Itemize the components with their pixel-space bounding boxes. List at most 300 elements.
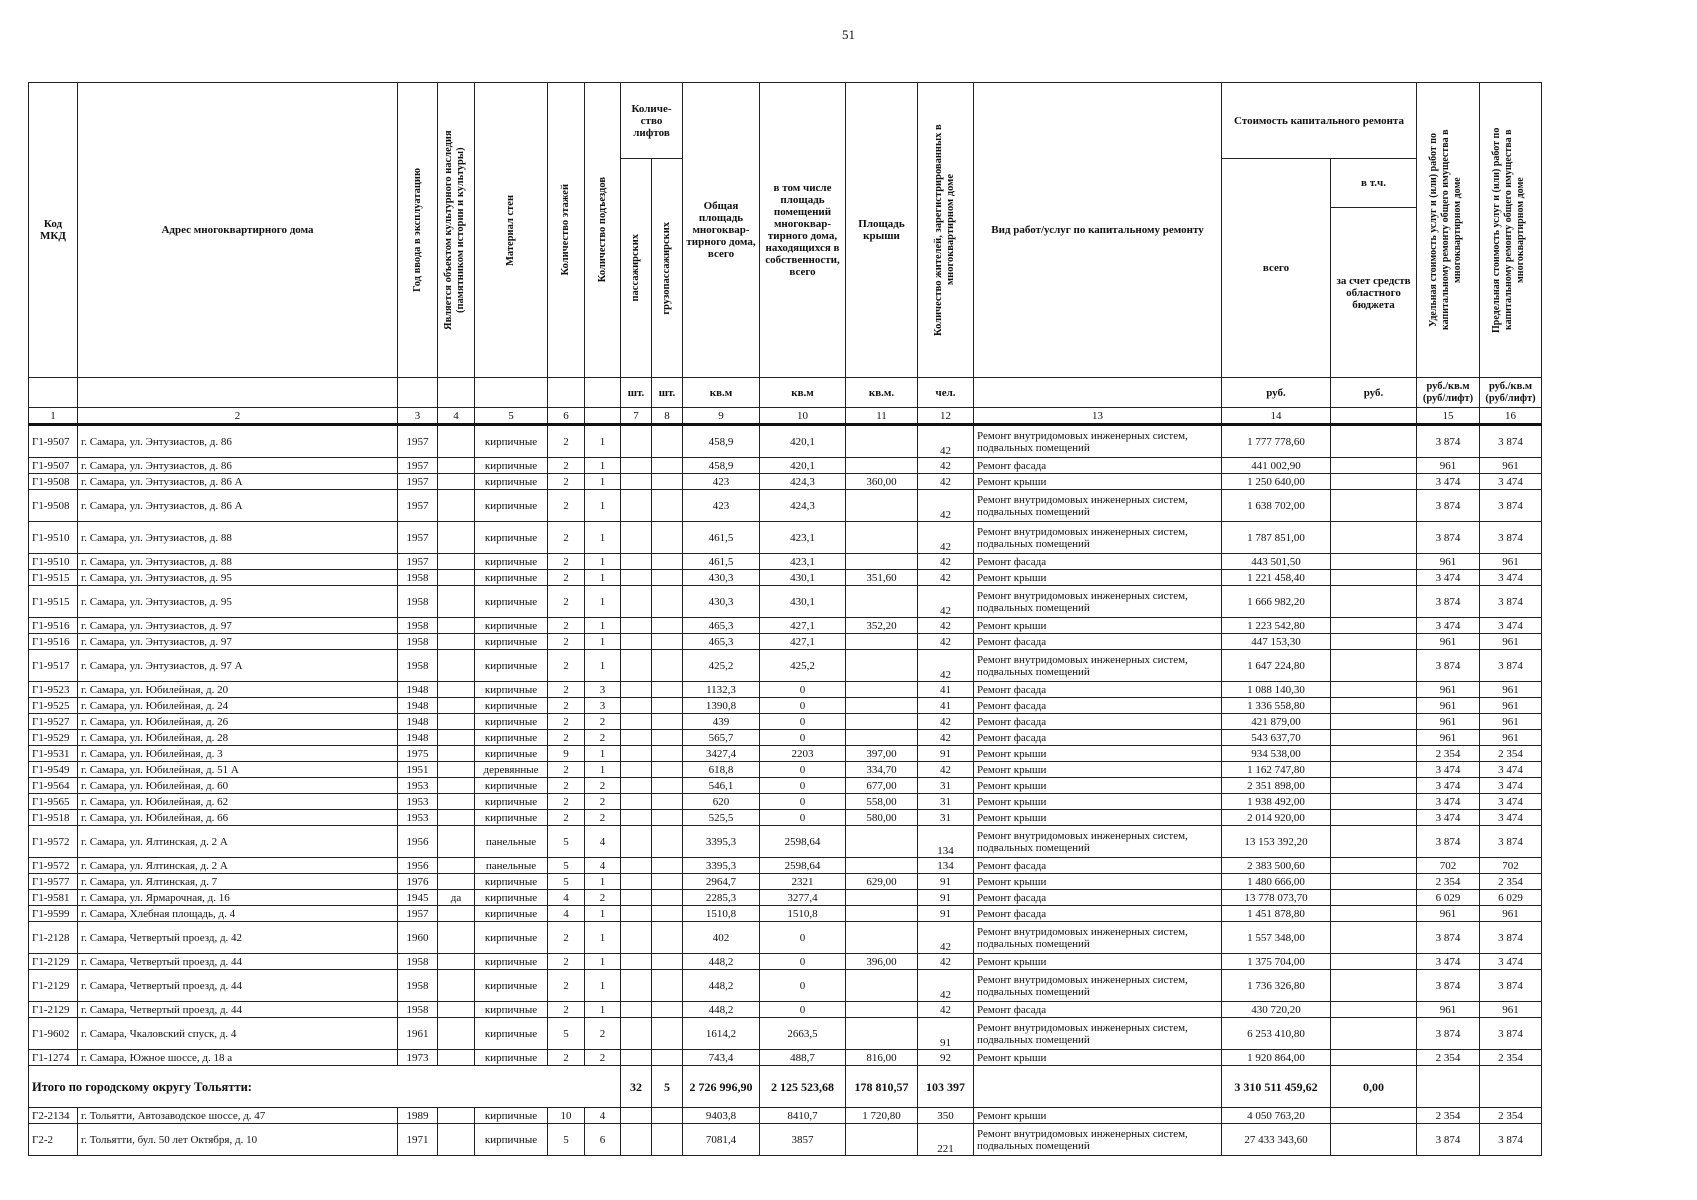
table-row (29, 794, 1542, 810)
cell-entrances: 1 (585, 425, 621, 458)
cell-cost-total: 1 250 640,00 (1222, 474, 1331, 490)
column-number: 11 (846, 408, 918, 425)
cell-cost-total: 447 153,30 (1222, 634, 1331, 650)
cell-cost-total: 1 088 140,30 (1222, 682, 1331, 698)
cell-entrances: 1 (585, 474, 621, 490)
cell-work-type: Ремонт крыши (974, 1108, 1222, 1124)
cell-work-type: Ремонт крыши (974, 874, 1222, 890)
cell-lifts-cargo (652, 890, 683, 906)
cell-heritage (438, 714, 475, 730)
cell-floors: 2 (548, 490, 585, 522)
cell-code: Г1-9525 (29, 698, 78, 714)
cell-area-total: 448,2 (683, 1002, 760, 1018)
column-number: 12 (918, 408, 974, 425)
cell-residents: 31 (918, 810, 974, 826)
table-row (29, 1108, 1542, 1124)
header-unit-cost-text: Удельная стоимость услуг и (или) работ по капитальному ремонту общего имущества в многоквартирном доме (1428, 129, 1463, 331)
cell-unit-cost: 3 474 (1417, 474, 1480, 490)
cell-walls: кирпичные (475, 586, 548, 618)
total-lifts-passenger: 32 (621, 1066, 652, 1108)
table-row (29, 682, 1542, 698)
cell-roof-area: 360,00 (846, 474, 918, 490)
cell-residents: 221 (918, 1124, 974, 1156)
cell-unit-cost: 3 874 (1417, 1018, 1480, 1050)
header-area-owned: в том числе площадь помещений многоквар-тирного дома, находящихся в собственности, всего (760, 83, 846, 378)
cell-address: г. Самара, Хлебная площадь, д. 4 (78, 906, 398, 922)
table-row (29, 810, 1542, 826)
cell-lifts-cargo (652, 858, 683, 874)
cell-unit-cost: 2 354 (1417, 874, 1480, 890)
cell-area-total: 448,2 (683, 954, 760, 970)
cell-unit-cost: 3 474 (1417, 778, 1480, 794)
cell-lifts-passenger (621, 778, 652, 794)
cell-heritage (438, 490, 475, 522)
cell-entrances: 4 (585, 858, 621, 874)
repair-table (28, 82, 1542, 1156)
cell-walls: кирпичные (475, 922, 548, 954)
cell-area-total: 458,9 (683, 458, 760, 474)
cell-lifts-cargo (652, 922, 683, 954)
cell-walls: кирпичные (475, 618, 548, 634)
cell-address: г. Самара, ул. Энтузиастов, д. 88 (78, 522, 398, 554)
table-body (29, 408, 1542, 1156)
cell-cost-regional (1331, 730, 1417, 746)
cell-walls: панельные (475, 826, 548, 858)
cell-work-type: Ремонт крыши (974, 810, 1222, 826)
cell-floors: 2 (548, 682, 585, 698)
cell-floors: 2 (548, 522, 585, 554)
cell-entrances: 1 (585, 490, 621, 522)
table-row (29, 954, 1542, 970)
cell-lifts-passenger (621, 890, 652, 906)
cell-heritage (438, 762, 475, 778)
cell-address: г. Тольятти, Автозаводское шоссе, д. 47 (78, 1108, 398, 1124)
cell-year: 1958 (398, 586, 438, 618)
cell-year: 1989 (398, 1108, 438, 1124)
cell-lifts-passenger (621, 698, 652, 714)
table-row (29, 490, 1542, 522)
cell-area-owned: 425,2 (760, 650, 846, 682)
header-address: Адрес многоквартирного дома (78, 83, 398, 378)
cell-max-cost: 2 354 (1480, 746, 1542, 762)
cell-area-owned: 2203 (760, 746, 846, 762)
cell-year: 1958 (398, 970, 438, 1002)
cell-address: г. Самара, ул. Юбилейная, д. 28 (78, 730, 398, 746)
total-max-cost (1480, 1066, 1542, 1108)
table-row (29, 425, 1542, 458)
table-row (29, 1050, 1542, 1066)
cell-lifts-cargo (652, 874, 683, 890)
cell-entrances: 2 (585, 890, 621, 906)
cell-roof-area (846, 890, 918, 906)
cell-entrances: 1 (585, 762, 621, 778)
cell-area-owned: 430,1 (760, 586, 846, 618)
cell-unit-cost: 961 (1417, 698, 1480, 714)
cell-address: г. Самара, ул. Ярмарочная, д. 16 (78, 890, 398, 906)
cell-lifts-passenger (621, 746, 652, 762)
cell-unit-cost: 961 (1417, 906, 1480, 922)
cell-max-cost: 3 474 (1480, 810, 1542, 826)
cell-max-cost: 961 (1480, 458, 1542, 474)
cell-residents: 42 (918, 554, 974, 570)
cell-address: г. Самара, ул. Энтузиастов, д. 95 (78, 570, 398, 586)
cell-residents: 42 (918, 650, 974, 682)
cell-max-cost: 961 (1480, 1002, 1542, 1018)
cell-max-cost: 2 354 (1480, 1050, 1542, 1066)
cell-residents: 42 (918, 458, 974, 474)
cell-code: Г1-9527 (29, 714, 78, 730)
cell-lifts-cargo (652, 954, 683, 970)
cell-code: Г1-9602 (29, 1018, 78, 1050)
cell-address: г. Самара, Четвертый проезд, д. 44 (78, 1002, 398, 1018)
cell-walls: кирпичные (475, 1124, 548, 1156)
table-row (29, 874, 1542, 890)
cell-max-cost: 3 874 (1480, 1124, 1542, 1156)
cell-walls: кирпичные (475, 890, 548, 906)
header-residents-text: Количество жителей, зарегистрированных в многоквартирном доме (932, 124, 956, 336)
cell-work-type: Ремонт внутридомовых инженерных систем, подвальных помещений (974, 1018, 1222, 1050)
cell-area-total: 448,2 (683, 970, 760, 1002)
cell-floors: 2 (548, 425, 585, 458)
cell-area-total: 1390,8 (683, 698, 760, 714)
cell-work-type: Ремонт фасада (974, 554, 1222, 570)
cell-work-type: Ремонт фасада (974, 634, 1222, 650)
column-number: 6 (548, 408, 585, 425)
cell-residents: 42 (918, 425, 974, 458)
cell-floors: 2 (548, 970, 585, 1002)
cell-entrances: 1 (585, 874, 621, 890)
cell-lifts-passenger (621, 1050, 652, 1066)
cell-entrances: 1 (585, 458, 621, 474)
cell-heritage (438, 634, 475, 650)
cell-cost-total: 1 336 558,80 (1222, 698, 1331, 714)
cell-year: 1961 (398, 1018, 438, 1050)
cell-heritage (438, 1108, 475, 1124)
total-area-owned: 2 125 523,68 (760, 1066, 846, 1108)
cell-cost-total: 2 014 920,00 (1222, 810, 1331, 826)
cell-lifts-passenger (621, 714, 652, 730)
cell-address: г. Самара, ул. Юбилейная, д. 24 (78, 698, 398, 714)
cell-entrances: 1 (585, 618, 621, 634)
cell-max-cost: 961 (1480, 682, 1542, 698)
cell-roof-area: 677,00 (846, 778, 918, 794)
cell-code: Г1-9572 (29, 826, 78, 858)
cell-lifts-passenger (621, 810, 652, 826)
cell-unit-cost: 3 474 (1417, 570, 1480, 586)
total-row (29, 1066, 1542, 1108)
cell-year: 1948 (398, 730, 438, 746)
cell-address: г. Самара, ул. Юбилейная, д. 62 (78, 794, 398, 810)
cell-entrances: 2 (585, 778, 621, 794)
cell-code: Г1-9529 (29, 730, 78, 746)
cell-year: 1953 (398, 810, 438, 826)
cell-lifts-passenger (621, 1018, 652, 1050)
cell-lifts-cargo (652, 474, 683, 490)
cell-code: Г1-2129 (29, 1002, 78, 1018)
cell-unit-cost: 3 874 (1417, 522, 1480, 554)
cell-floors: 2 (548, 570, 585, 586)
cell-area-owned: 427,1 (760, 618, 846, 634)
table-row (29, 1018, 1542, 1050)
cell-max-cost: 3 874 (1480, 425, 1542, 458)
cell-area-total: 465,3 (683, 634, 760, 650)
cell-cost-regional (1331, 746, 1417, 762)
cell-max-cost: 3 874 (1480, 490, 1542, 522)
cell-walls: кирпичные (475, 778, 548, 794)
cell-lifts-cargo (652, 682, 683, 698)
cell-area-owned: 420,1 (760, 425, 846, 458)
cell-residents: 42 (918, 522, 974, 554)
unit-empty (78, 378, 398, 408)
cell-residents: 41 (918, 682, 974, 698)
cell-residents: 134 (918, 858, 974, 874)
cell-max-cost: 961 (1480, 906, 1542, 922)
cell-area-total: 458,9 (683, 425, 760, 458)
cell-lifts-cargo (652, 634, 683, 650)
table-row (29, 650, 1542, 682)
cell-lifts-cargo (652, 698, 683, 714)
cell-roof-area (846, 458, 918, 474)
cell-cost-regional (1331, 890, 1417, 906)
cell-residents: 42 (918, 954, 974, 970)
cell-heritage (438, 554, 475, 570)
table-row (29, 1002, 1542, 1018)
cell-code: Г1-9515 (29, 586, 78, 618)
cell-work-type: Ремонт внутридомовых инженерных систем, подвальных помещений (974, 522, 1222, 554)
cell-unit-cost: 3 474 (1417, 810, 1480, 826)
cell-roof-area (846, 522, 918, 554)
cell-lifts-passenger (621, 762, 652, 778)
cell-area-total: 1510,8 (683, 906, 760, 922)
header-year-text: Год ввода в эксплуатацию (411, 167, 423, 293)
cell-floors: 4 (548, 906, 585, 922)
cell-year: 1957 (398, 554, 438, 570)
table-row (29, 522, 1542, 554)
cell-area-total: 430,3 (683, 586, 760, 618)
cell-code: Г1-9581 (29, 890, 78, 906)
table-row (29, 746, 1542, 762)
cell-code: Г1-2129 (29, 970, 78, 1002)
cell-cost-regional (1331, 778, 1417, 794)
cell-area-owned: 0 (760, 698, 846, 714)
table-row (29, 570, 1542, 586)
total-lifts-cargo: 5 (652, 1066, 683, 1108)
cell-unit-cost: 3 874 (1417, 650, 1480, 682)
column-number (585, 408, 621, 425)
cell-residents: 31 (918, 778, 974, 794)
cell-max-cost: 961 (1480, 634, 1542, 650)
cell-max-cost: 961 (1480, 714, 1542, 730)
cell-max-cost: 3 474 (1480, 474, 1542, 490)
cell-roof-area (846, 970, 918, 1002)
repair-table-container (28, 82, 1542, 1156)
unit-empty (585, 378, 621, 408)
cell-work-type: Ремонт внутридомовых инженерных систем, подвальных помещений (974, 826, 1222, 858)
cell-code: Г1-9510 (29, 522, 78, 554)
cell-cost-regional (1331, 698, 1417, 714)
cell-cost-regional (1331, 1018, 1417, 1050)
cell-lifts-passenger (621, 570, 652, 586)
cell-unit-cost: 2 354 (1417, 1108, 1480, 1124)
cell-cost-total: 6 253 410,80 (1222, 1018, 1331, 1050)
unit-empty (438, 378, 475, 408)
cell-roof-area: 396,00 (846, 954, 918, 970)
cell-residents: 92 (918, 1050, 974, 1066)
cell-unit-cost: 961 (1417, 682, 1480, 698)
cell-cost-total: 1 557 348,00 (1222, 922, 1331, 954)
cell-lifts-cargo (652, 730, 683, 746)
cell-area-owned: 2321 (760, 874, 846, 890)
cell-cost-total: 1 787 851,00 (1222, 522, 1331, 554)
header-year (398, 83, 438, 378)
cell-max-cost: 961 (1480, 730, 1542, 746)
header-heritage-text: Является объектом культурного наследия (памятником истории и культуры) (443, 130, 466, 330)
cell-roof-area (846, 650, 918, 682)
cell-lifts-passenger (621, 634, 652, 650)
cell-area-owned: 0 (760, 714, 846, 730)
cell-max-cost: 3 874 (1480, 522, 1542, 554)
cell-cost-total: 430 720,20 (1222, 1002, 1331, 1018)
cell-max-cost: 2 354 (1480, 874, 1542, 890)
cell-year: 1957 (398, 474, 438, 490)
cell-entrances: 1 (585, 570, 621, 586)
cell-area-total: 525,5 (683, 810, 760, 826)
cell-code: Г1-9523 (29, 682, 78, 698)
cell-area-total: 9403,8 (683, 1108, 760, 1124)
cell-entrances: 1 (585, 522, 621, 554)
cell-work-type: Ремонт крыши (974, 954, 1222, 970)
cell-heritage: да (438, 890, 475, 906)
cell-work-type: Ремонт внутридомовых инженерных систем, подвальных помещений (974, 425, 1222, 458)
cell-lifts-cargo (652, 490, 683, 522)
column-number: 9 (683, 408, 760, 425)
cell-area-owned: 0 (760, 762, 846, 778)
cell-lifts-passenger (621, 826, 652, 858)
cell-code: Г1-9508 (29, 474, 78, 490)
cell-year: 1951 (398, 762, 438, 778)
total-area-total: 2 726 996,90 (683, 1066, 760, 1108)
unit-empty (398, 378, 438, 408)
cell-heritage (438, 570, 475, 586)
cell-heritage (438, 730, 475, 746)
cell-entrances: 2 (585, 1050, 621, 1066)
cell-code: Г1-1274 (29, 1050, 78, 1066)
cell-work-type: Ремонт внутридомовых инженерных систем, подвальных помещений (974, 586, 1222, 618)
cell-area-owned: 430,1 (760, 570, 846, 586)
cell-entrances: 2 (585, 714, 621, 730)
cell-area-owned: 0 (760, 794, 846, 810)
cell-cost-regional (1331, 906, 1417, 922)
cell-cost-regional (1331, 954, 1417, 970)
cell-year: 1971 (398, 1124, 438, 1156)
cell-cost-regional (1331, 858, 1417, 874)
cell-roof-area (846, 586, 918, 618)
cell-heritage (438, 906, 475, 922)
cell-area-owned: 0 (760, 778, 846, 794)
cell-roof-area (846, 682, 918, 698)
cell-heritage (438, 746, 475, 762)
cell-roof-area (846, 1124, 918, 1156)
table-row (29, 778, 1542, 794)
cell-entrances: 6 (585, 1124, 621, 1156)
cell-lifts-cargo (652, 810, 683, 826)
cell-walls: кирпичные (475, 474, 548, 490)
cell-year: 1957 (398, 906, 438, 922)
cell-roof-area (846, 858, 918, 874)
column-number: 3 (398, 408, 438, 425)
cell-cost-regional (1331, 586, 1417, 618)
cell-area-total: 565,7 (683, 730, 760, 746)
cell-heritage (438, 474, 475, 490)
cell-year: 1973 (398, 1050, 438, 1066)
cell-address: г. Самара, ул. Ялтинская, д. 2 А (78, 826, 398, 858)
cell-area-total: 2285,3 (683, 890, 760, 906)
cell-area-owned: 0 (760, 970, 846, 1002)
cell-area-owned: 420,1 (760, 458, 846, 474)
cell-lifts-cargo (652, 618, 683, 634)
cell-walls: кирпичные (475, 874, 548, 890)
cell-code: Г1-9508 (29, 490, 78, 522)
cell-cost-regional (1331, 570, 1417, 586)
cell-work-type: Ремонт фасада (974, 730, 1222, 746)
cell-walls: кирпичные (475, 458, 548, 474)
cell-residents: 42 (918, 474, 974, 490)
cell-lifts-cargo (652, 970, 683, 1002)
cell-entrances: 2 (585, 1018, 621, 1050)
cell-address: г. Самара, ул. Энтузиастов, д. 95 (78, 586, 398, 618)
cell-address: г. Самара, ул. Энтузиастов, д. 86 А (78, 490, 398, 522)
cell-cost-regional (1331, 1108, 1417, 1124)
cell-entrances: 1 (585, 922, 621, 954)
cell-cost-total: 543 637,70 (1222, 730, 1331, 746)
cell-cost-regional (1331, 874, 1417, 890)
cell-address: г. Самара, Южное шоссе, д. 18 а (78, 1050, 398, 1066)
header-walls (475, 83, 548, 378)
cell-area-total: 3427,4 (683, 746, 760, 762)
cell-area-owned: 2663,5 (760, 1018, 846, 1050)
cell-year: 1975 (398, 746, 438, 762)
cell-work-type: Ремонт фасада (974, 890, 1222, 906)
unit-residents: чел. (918, 378, 974, 408)
cell-address: г. Самара, ул. Юбилейная, д. 66 (78, 810, 398, 826)
cell-area-owned: 427,1 (760, 634, 846, 650)
column-number: 1 (29, 408, 78, 425)
cell-lifts-passenger (621, 586, 652, 618)
table-row (29, 618, 1542, 634)
total-label: Итого по городскому округу Тольятти: (29, 1066, 621, 1108)
cell-area-total: 743,4 (683, 1050, 760, 1066)
cell-cost-total: 1 480 666,00 (1222, 874, 1331, 890)
table-row (29, 698, 1542, 714)
cell-residents: 42 (918, 970, 974, 1002)
cell-residents: 91 (918, 906, 974, 922)
cell-heritage (438, 682, 475, 698)
unit-area-owned: кв.м (760, 378, 846, 408)
unit-unit-cost: руб./кв.м (руб/лифт) (1417, 378, 1480, 408)
cell-max-cost: 6 029 (1480, 890, 1542, 906)
cell-cost-total: 1 223 542,80 (1222, 618, 1331, 634)
cell-code: Г1-9577 (29, 874, 78, 890)
cell-roof-area: 351,60 (846, 570, 918, 586)
cell-entrances: 1 (585, 554, 621, 570)
cell-floors: 2 (548, 762, 585, 778)
cell-lifts-passenger (621, 730, 652, 746)
column-number: 4 (438, 408, 475, 425)
cell-lifts-passenger (621, 1108, 652, 1124)
cell-heritage (438, 858, 475, 874)
cell-residents: 31 (918, 794, 974, 810)
cell-residents: 42 (918, 634, 974, 650)
